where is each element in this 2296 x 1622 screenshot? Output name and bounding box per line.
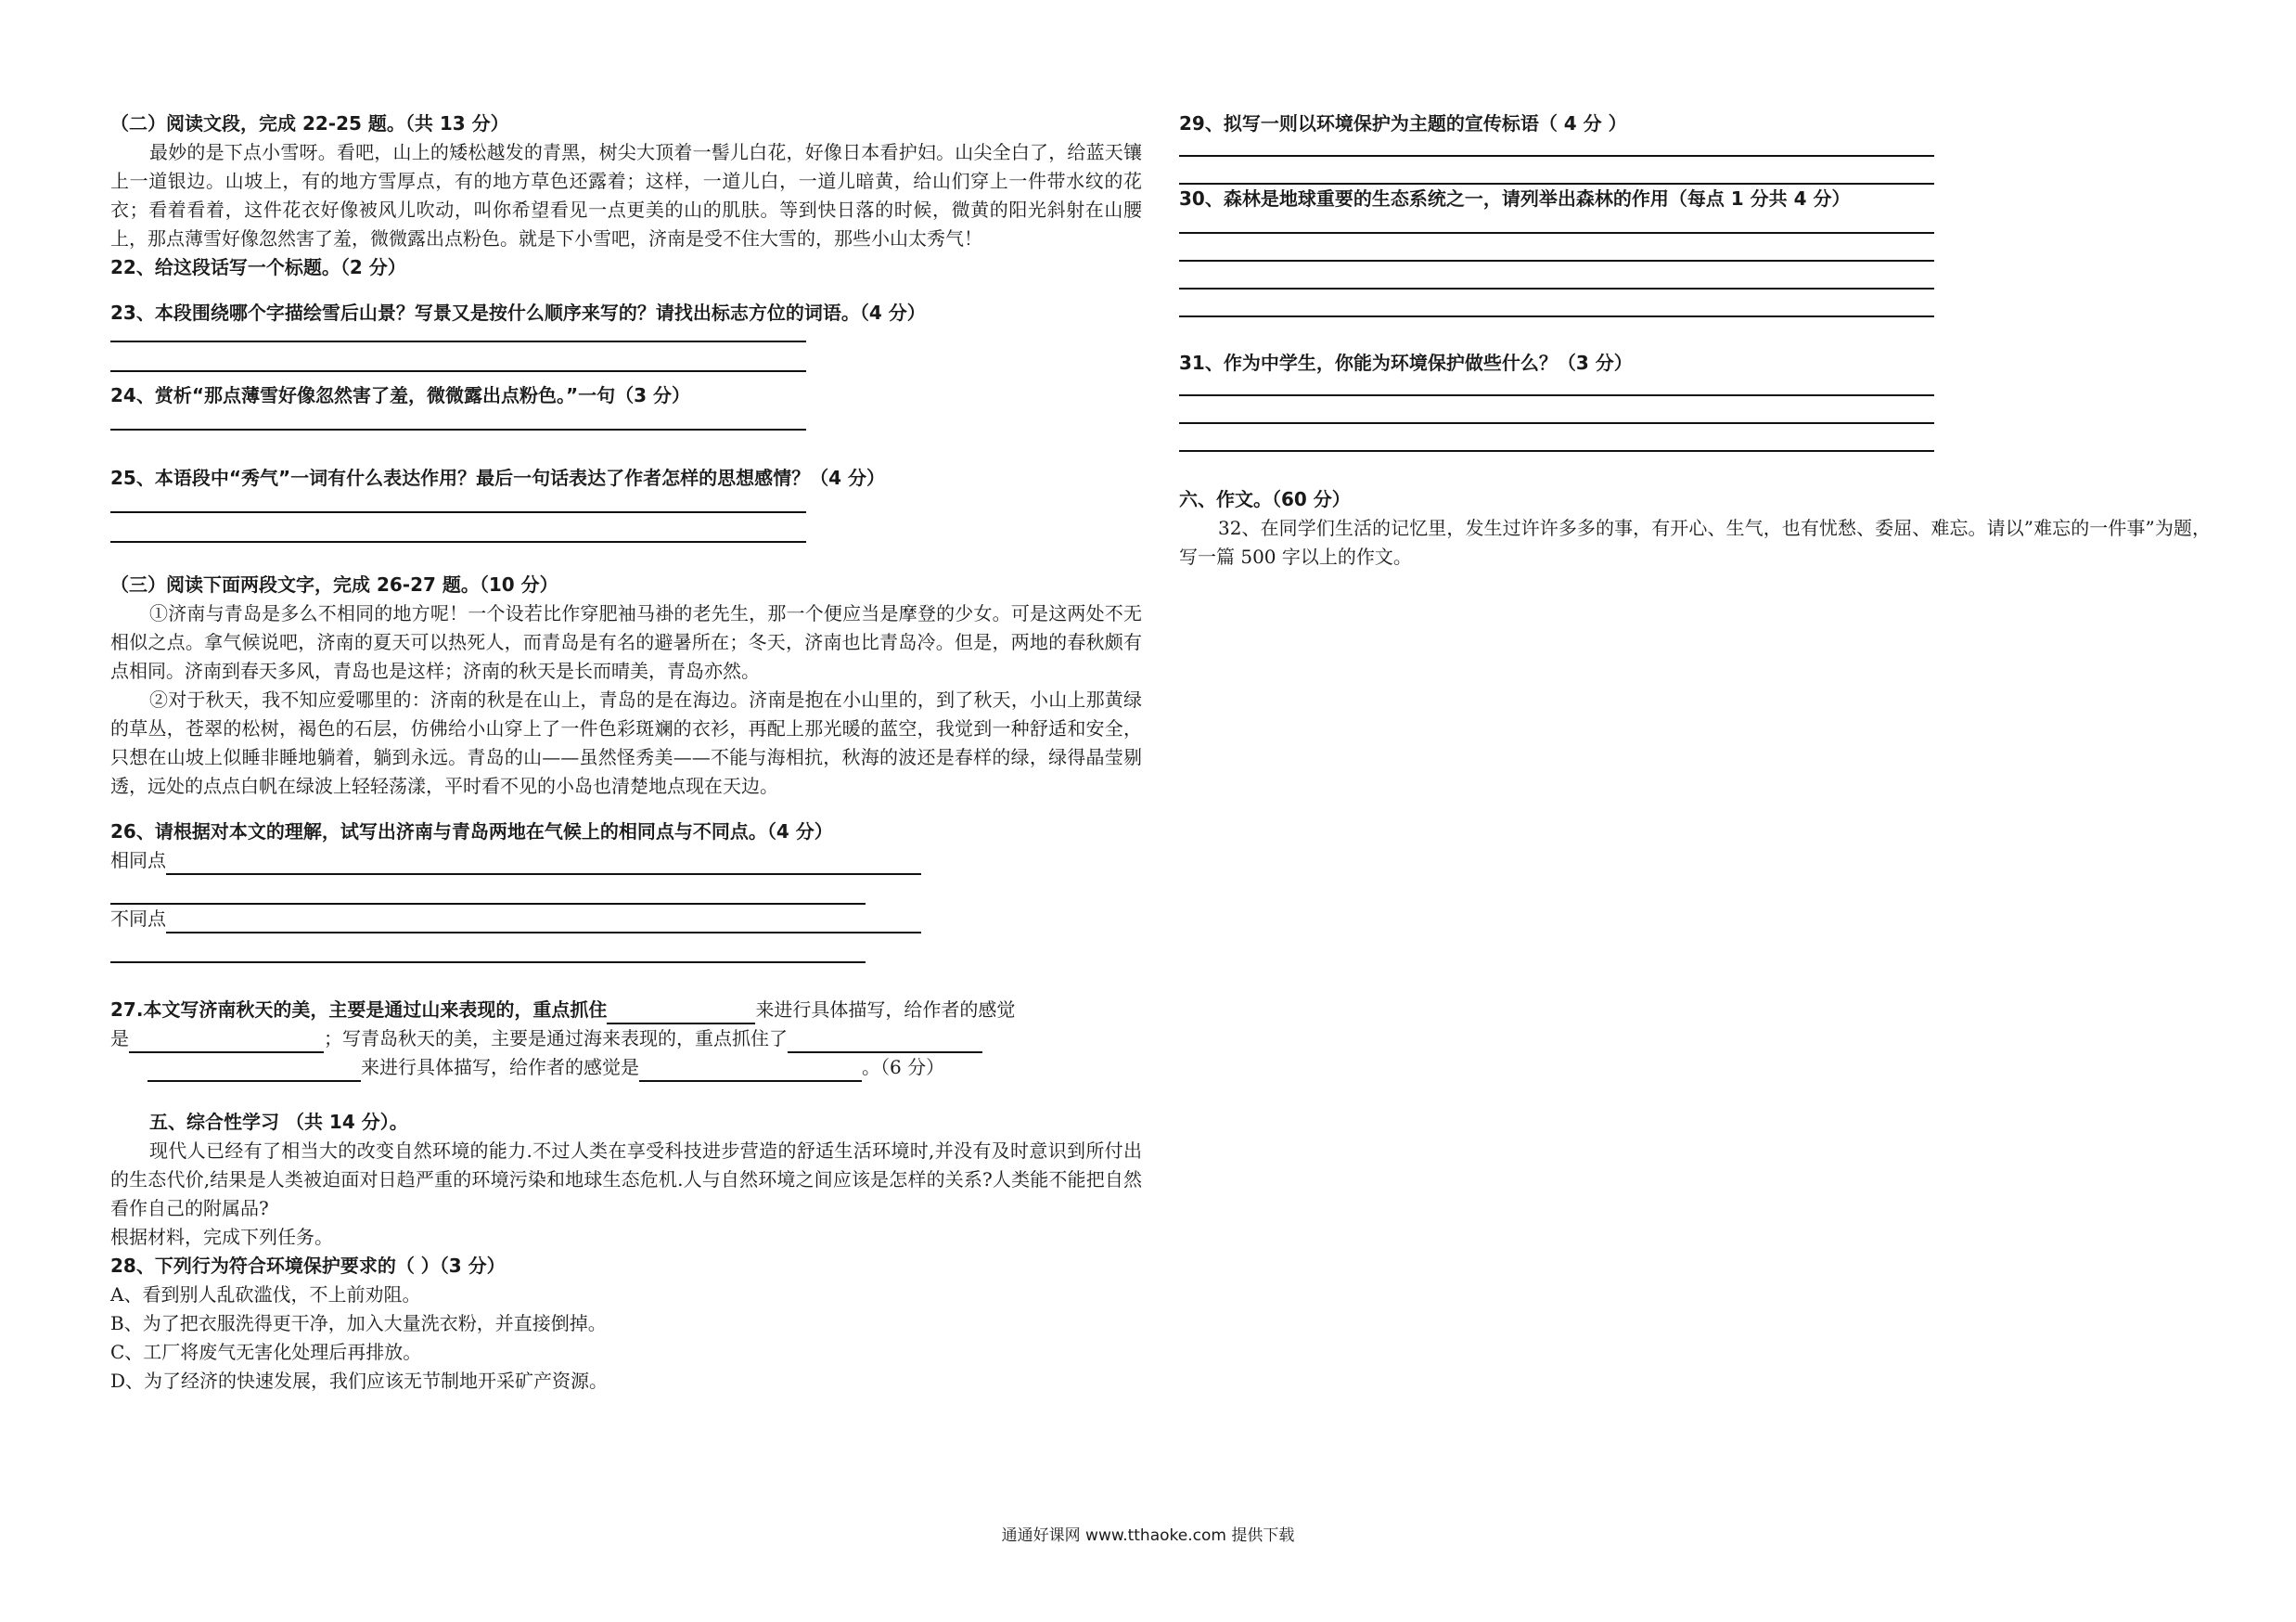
same-points-line[interactable] <box>166 851 921 875</box>
left-column <box>110 109 1142 1396</box>
q27-blank-2[interactable] <box>129 1029 324 1053</box>
question-25: 25、本语段中“秀气”一词有什么表达作用？最后一句话表达了作者怎样的思想感情？（4 分） <box>110 467 885 489</box>
q27-part-e: 来进行具体描写，给作者的感觉是 <box>361 1056 639 1078</box>
section-5-passage: 现代人已经有了相当大的改变自然环境的能力.不过人类在享受科技进步营造的舒适生活环境时,并没有及时意识到所付出的生态代价,结果是人类被迫面对日趋严重的环境污染和地球生态危机.人与自然环境之间应该是怎样的关系?人类能不能把自然看作自己的附属品? <box>110 1139 1142 1219</box>
diff-points-label: 不同点 <box>110 908 166 930</box>
same-points-line-2[interactable] <box>110 875 866 905</box>
answer-line-31c[interactable] <box>1179 424 1934 452</box>
q27-blank-1[interactable] <box>607 1000 755 1024</box>
question-28: 28、下列行为符合环境保护要求的（ ）（3 分） <box>110 1255 506 1277</box>
same-points-row <box>110 846 1142 875</box>
section-3-paragraph-2: ②对于秋天，我不知应爱哪里的：济南的秋是在山上，青岛的是在海边。济南是抱在小山里的，到了秋天，小山上那黄绿的草丛，苍翠的松树，褐色的石层，仿佛给小山穿上了一件色彩斑斓的衣衫，再配上那光暖的蓝空，我觉到一种舒适和安全，只想在山坡上似睡非睡地躺着，躺到永远。青岛的山——虽然怪秀美——不能与海相抗，秋海的波还是春样的绿，绿得晶莹剔透，远处的点点白帆在绿波上轻轻荡漾，平时看不见的小岛也清楚地点现在天边。 <box>110 689 1142 797</box>
section-6-title: 六、作文。（60 分） <box>1179 488 1351 510</box>
section-5-task: 根据材料，完成下列任务。 <box>110 1226 333 1248</box>
question-28-option-a: A、看到别人乱砍滥伐，不上前劝阻。 <box>110 1283 421 1306</box>
answer-line-25a[interactable] <box>110 493 806 513</box>
answer-line-25b[interactable] <box>110 513 806 543</box>
section-3-paragraph-1: ①济南与青岛是多么不相同的地方呢！一个设若比作穿肥袖马褂的老先生，那一个便应当是摩登的少女。可是这两处不无相似之点。拿气候说吧，济南的夏天可以热死人，而青岛是有名的避暑所在；冬天，济南也比青岛冷。但是，两地的春秋颇有点相同。济南到春天多风，青岛也是这样；济南的秋天是长而晴美，青岛亦然。 <box>110 602 1142 682</box>
question-24: 24、赏析“那点薄雪好像忽然害了羞，微微露出点粉色。”一句（3 分） <box>110 384 690 406</box>
q27-blank-4[interactable] <box>148 1058 361 1082</box>
answer-line-29b[interactable] <box>1179 157 1934 185</box>
question-22: 22、给这段话写一个标题。（2 分） <box>110 256 406 278</box>
diff-points-line[interactable] <box>166 909 921 933</box>
q27-row-3 <box>110 1053 1142 1082</box>
section-5-title: 五、综合性学习 （共 14 分）。 <box>149 1111 408 1133</box>
question-32: 32、在同学们生活的记忆里，发生过许许多多的事，有开心、生气，也有忧愁、委屈、难忘。请以”难忘的一件事”为题，写一篇 500 字以上的作文。 <box>1179 517 2211 568</box>
q27-row-2 <box>110 1024 1142 1053</box>
answer-line-31a[interactable] <box>1179 378 1934 396</box>
question-28-option-d: D、为了经济的快速发展，我们应该无节制地开采矿产资源。 <box>110 1370 609 1392</box>
section-2-title: （二）阅读文段，完成 22-25 题。（共 13 分） <box>110 112 509 135</box>
q27-blank-3[interactable] <box>788 1029 982 1053</box>
question-28-option-c: C、工厂将废气无害化处理后再排放。 <box>110 1341 422 1363</box>
q27-part-a: 27.本文写济南秋天的美，主要是通过山来表现的，重点抓住 <box>110 998 608 1021</box>
answer-line-31b[interactable] <box>1179 396 1934 424</box>
diff-points-line-2[interactable] <box>110 933 866 963</box>
q27-part-c: 是 <box>110 1027 129 1049</box>
answer-line-30a[interactable] <box>1179 213 1934 234</box>
answer-line-30d[interactable] <box>1179 290 1934 317</box>
footer: 通通好课网 www.tthaoke.com 提供下载 <box>1001 1526 1295 1545</box>
answer-line-23a[interactable] <box>110 328 806 342</box>
answer-line-24[interactable] <box>110 410 806 431</box>
q27-row-1 <box>110 996 1142 1024</box>
q27-part-b: 来进行具体描写，给作者的感觉 <box>755 998 1016 1021</box>
answer-line-29a[interactable] <box>1179 138 1934 157</box>
answer-line-30c[interactable] <box>1179 262 1934 290</box>
question-28-option-b: B、为了把衣服洗得更干净，加入大量洗衣粉，并直接倒掉。 <box>110 1312 607 1334</box>
answer-line-23b[interactable] <box>110 342 806 372</box>
question-30: 30、森林是地球重要的生态系统之一，请列举出森林的作用（每点 1 分共 4 分） <box>1179 187 1851 210</box>
question-23: 23、本段围绕哪个字描绘雪后山景？写景又是按什么顺序来写的？请找出标志方位的词语。（4 分） <box>110 302 926 324</box>
q27-blank-5[interactable] <box>639 1058 862 1082</box>
answer-line-30b[interactable] <box>1179 234 1934 262</box>
question-29: 29、拟写一则以环境保护为主题的宣传标语（ 4 分 ） <box>1179 112 1627 135</box>
q27-part-f: 。（6 分） <box>862 1056 945 1078</box>
question-26: 26、请根据对本文的理解，试写出济南与青岛两地在气候上的相同点与不同点。（4 分） <box>110 820 833 843</box>
section-2-passage: 最妙的是下点小雪呀。看吧，山上的矮松越发的青黑，树尖大顶着一髻儿白花，好像日本看护妇。山尖全白了，给蓝天镶上一道银边。山坡上，有的地方雪厚点，有的地方草色还露着；这样，一道儿白，一道儿暗黄，给山们穿上一件带水纹的花衣；看着看着，这件花衣好像被风儿吹动，叫你希望看见一点更美的山的肌肤。等到快日落的时候，微黄的阳光斜射在山腰上，那点薄雪好像忽然害了羞，微微露出点粉色。就是下小雪吧，济南是受不住大雪的，那些小山太秀气！ <box>110 141 1142 250</box>
section-3-title: （三）阅读下面两段文字，完成 26-27 题。（10 分） <box>110 573 558 596</box>
q27-part-d: ；写青岛秋天的美，主要是通过海来表现的，重点抓住了 <box>324 1027 788 1049</box>
same-points-label: 相同点 <box>110 849 166 871</box>
diff-points-row <box>110 905 1142 933</box>
question-31: 31、作为中学生，你能为环境保护做些什么？（3 分） <box>1179 352 1633 374</box>
right-column <box>1179 109 2211 572</box>
